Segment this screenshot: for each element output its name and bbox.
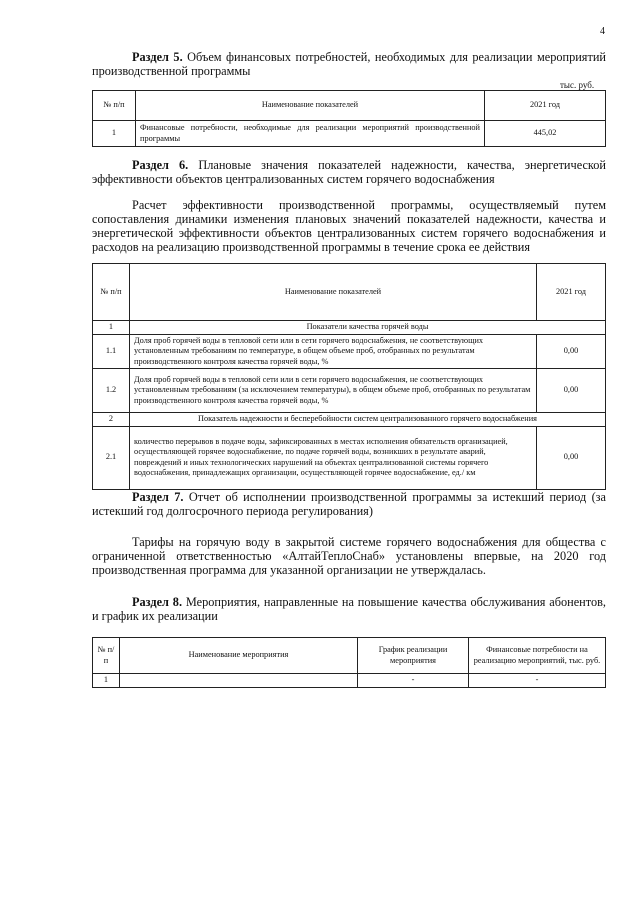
row-value: 0,00	[537, 369, 606, 413]
header-num: № п/п	[93, 91, 136, 121]
section7-title: Отчет об исполнении производственной программы за истекший период (за истекший год долгосрочного периода регулирования)	[92, 490, 606, 518]
table-row	[93, 426, 606, 489]
group-name: Показатели качества горячей воды	[130, 321, 606, 335]
section5-unit: тыс. руб.	[560, 80, 595, 90]
section8-label: Раздел 8.	[132, 595, 183, 609]
table-group-row	[93, 321, 606, 335]
row-finance: -	[469, 674, 606, 688]
row-schedule: -	[358, 674, 469, 688]
section5-heading	[92, 50, 606, 78]
row-value: 0,00	[537, 426, 606, 489]
section7-label: Раздел 7.	[132, 490, 184, 504]
header-name: Наименование показателей	[136, 91, 485, 121]
row-num: 1	[93, 121, 136, 147]
section6-heading	[92, 158, 606, 186]
table-header-row	[93, 264, 606, 321]
group-num: 2	[93, 413, 130, 427]
row-name: Доля проб горячей воды в тепловой сети или в сети горячего водоснабжения, не соответствующих установленным требованиям по температуре, в общем объеме проб, отобранных по результатам производственного контроля качества горячей воды, %	[130, 334, 537, 369]
header-finance: Финансовые потребности на реализацию мероприятий, тыс. руб.	[469, 638, 606, 674]
section8-title: Мероприятия, направленные на повышение качества обслуживания абонентов, и график их реализации	[92, 595, 606, 623]
header-schedule: График реализации мероприятия	[358, 638, 469, 674]
section8-table	[92, 637, 606, 688]
table-row	[93, 121, 606, 147]
row-name: количество перерывов в подаче воды, зафиксированных в местах исполнения обязательств организацией, осуществляющей горячее водоснабжение, по подаче горячей воды, возникших в результате аварий, повреждений и иных технологических нарушений на объектах централизованной системы горячего водоснабжения, принадлежащих организации, осуществляющей горячее водоснабжение, ед./ км	[130, 426, 537, 489]
section7-heading	[92, 490, 606, 518]
section5-title: Объем финансовых потребностей, необходимых для реализации мероприятий производственной программы	[92, 50, 606, 78]
section6-title: Плановые значения показателей надежности, качества, энергетической эффективности объектов централизованных систем горячего водоснабжения	[92, 158, 607, 186]
section8-heading	[92, 595, 606, 623]
table-header-row	[93, 91, 606, 121]
table-row	[93, 369, 606, 413]
header-year: 2021 год	[537, 264, 606, 321]
row-num: 1.2	[93, 369, 130, 413]
row-num: 1	[93, 674, 120, 688]
row-name: Доля проб горячей воды в тепловой сети или в сети горячего водоснабжения, не соответствующих установленным требованиям (за исключением температуры), в общем объеме проб, отобранных по результатам производственного контроля качества горячей воды, %	[130, 369, 537, 413]
row-value: 445,02	[485, 121, 606, 147]
header-name: Наименование мероприятия	[120, 638, 358, 674]
header-num: № п/п	[93, 638, 120, 674]
group-name: Показатель надежности и бесперебойности систем централизованного горячего водоснабжения	[130, 413, 606, 427]
section5-label: Раздел 5.	[132, 50, 183, 64]
page-number: 4	[600, 26, 605, 37]
header-year: 2021 год	[485, 91, 606, 121]
row-name: Финансовые потребности, необходимые для реализации мероприятий производственной программы	[136, 121, 485, 147]
table-row	[93, 334, 606, 369]
row-num: 2.1	[93, 426, 130, 489]
section7-paragraph: Тарифы на горячую воду в закрытой системе горячего водоснабжения для общества с ограниченной ответственностью «АлтайТеплоСнаб» установлены впервые, на 2020 год производственная программа для указанной организации не утверждалась.	[92, 535, 606, 577]
table-row	[93, 674, 606, 688]
table-header-row	[93, 638, 606, 674]
header-num: № п/п	[93, 264, 130, 321]
row-value: 0,00	[537, 334, 606, 369]
section6-paragraph: Расчет эффективности производственной программы, осуществляемый путем сопоставления динамики изменения плановых значений показателей надежности, качества и энергетической эффективности объектов централизованных систем горячего водоснабжения и расходов на реализацию производственной программы в течение срока ее действия	[92, 198, 606, 254]
section6-label: Раздел 6.	[132, 158, 189, 172]
row-name	[120, 674, 358, 688]
header-name: Наименование показателей	[130, 264, 537, 321]
section6-table	[92, 263, 606, 490]
table-group-row	[93, 413, 606, 427]
row-num: 1.1	[93, 334, 130, 369]
section5-table	[92, 90, 606, 147]
group-num: 1	[93, 321, 130, 335]
